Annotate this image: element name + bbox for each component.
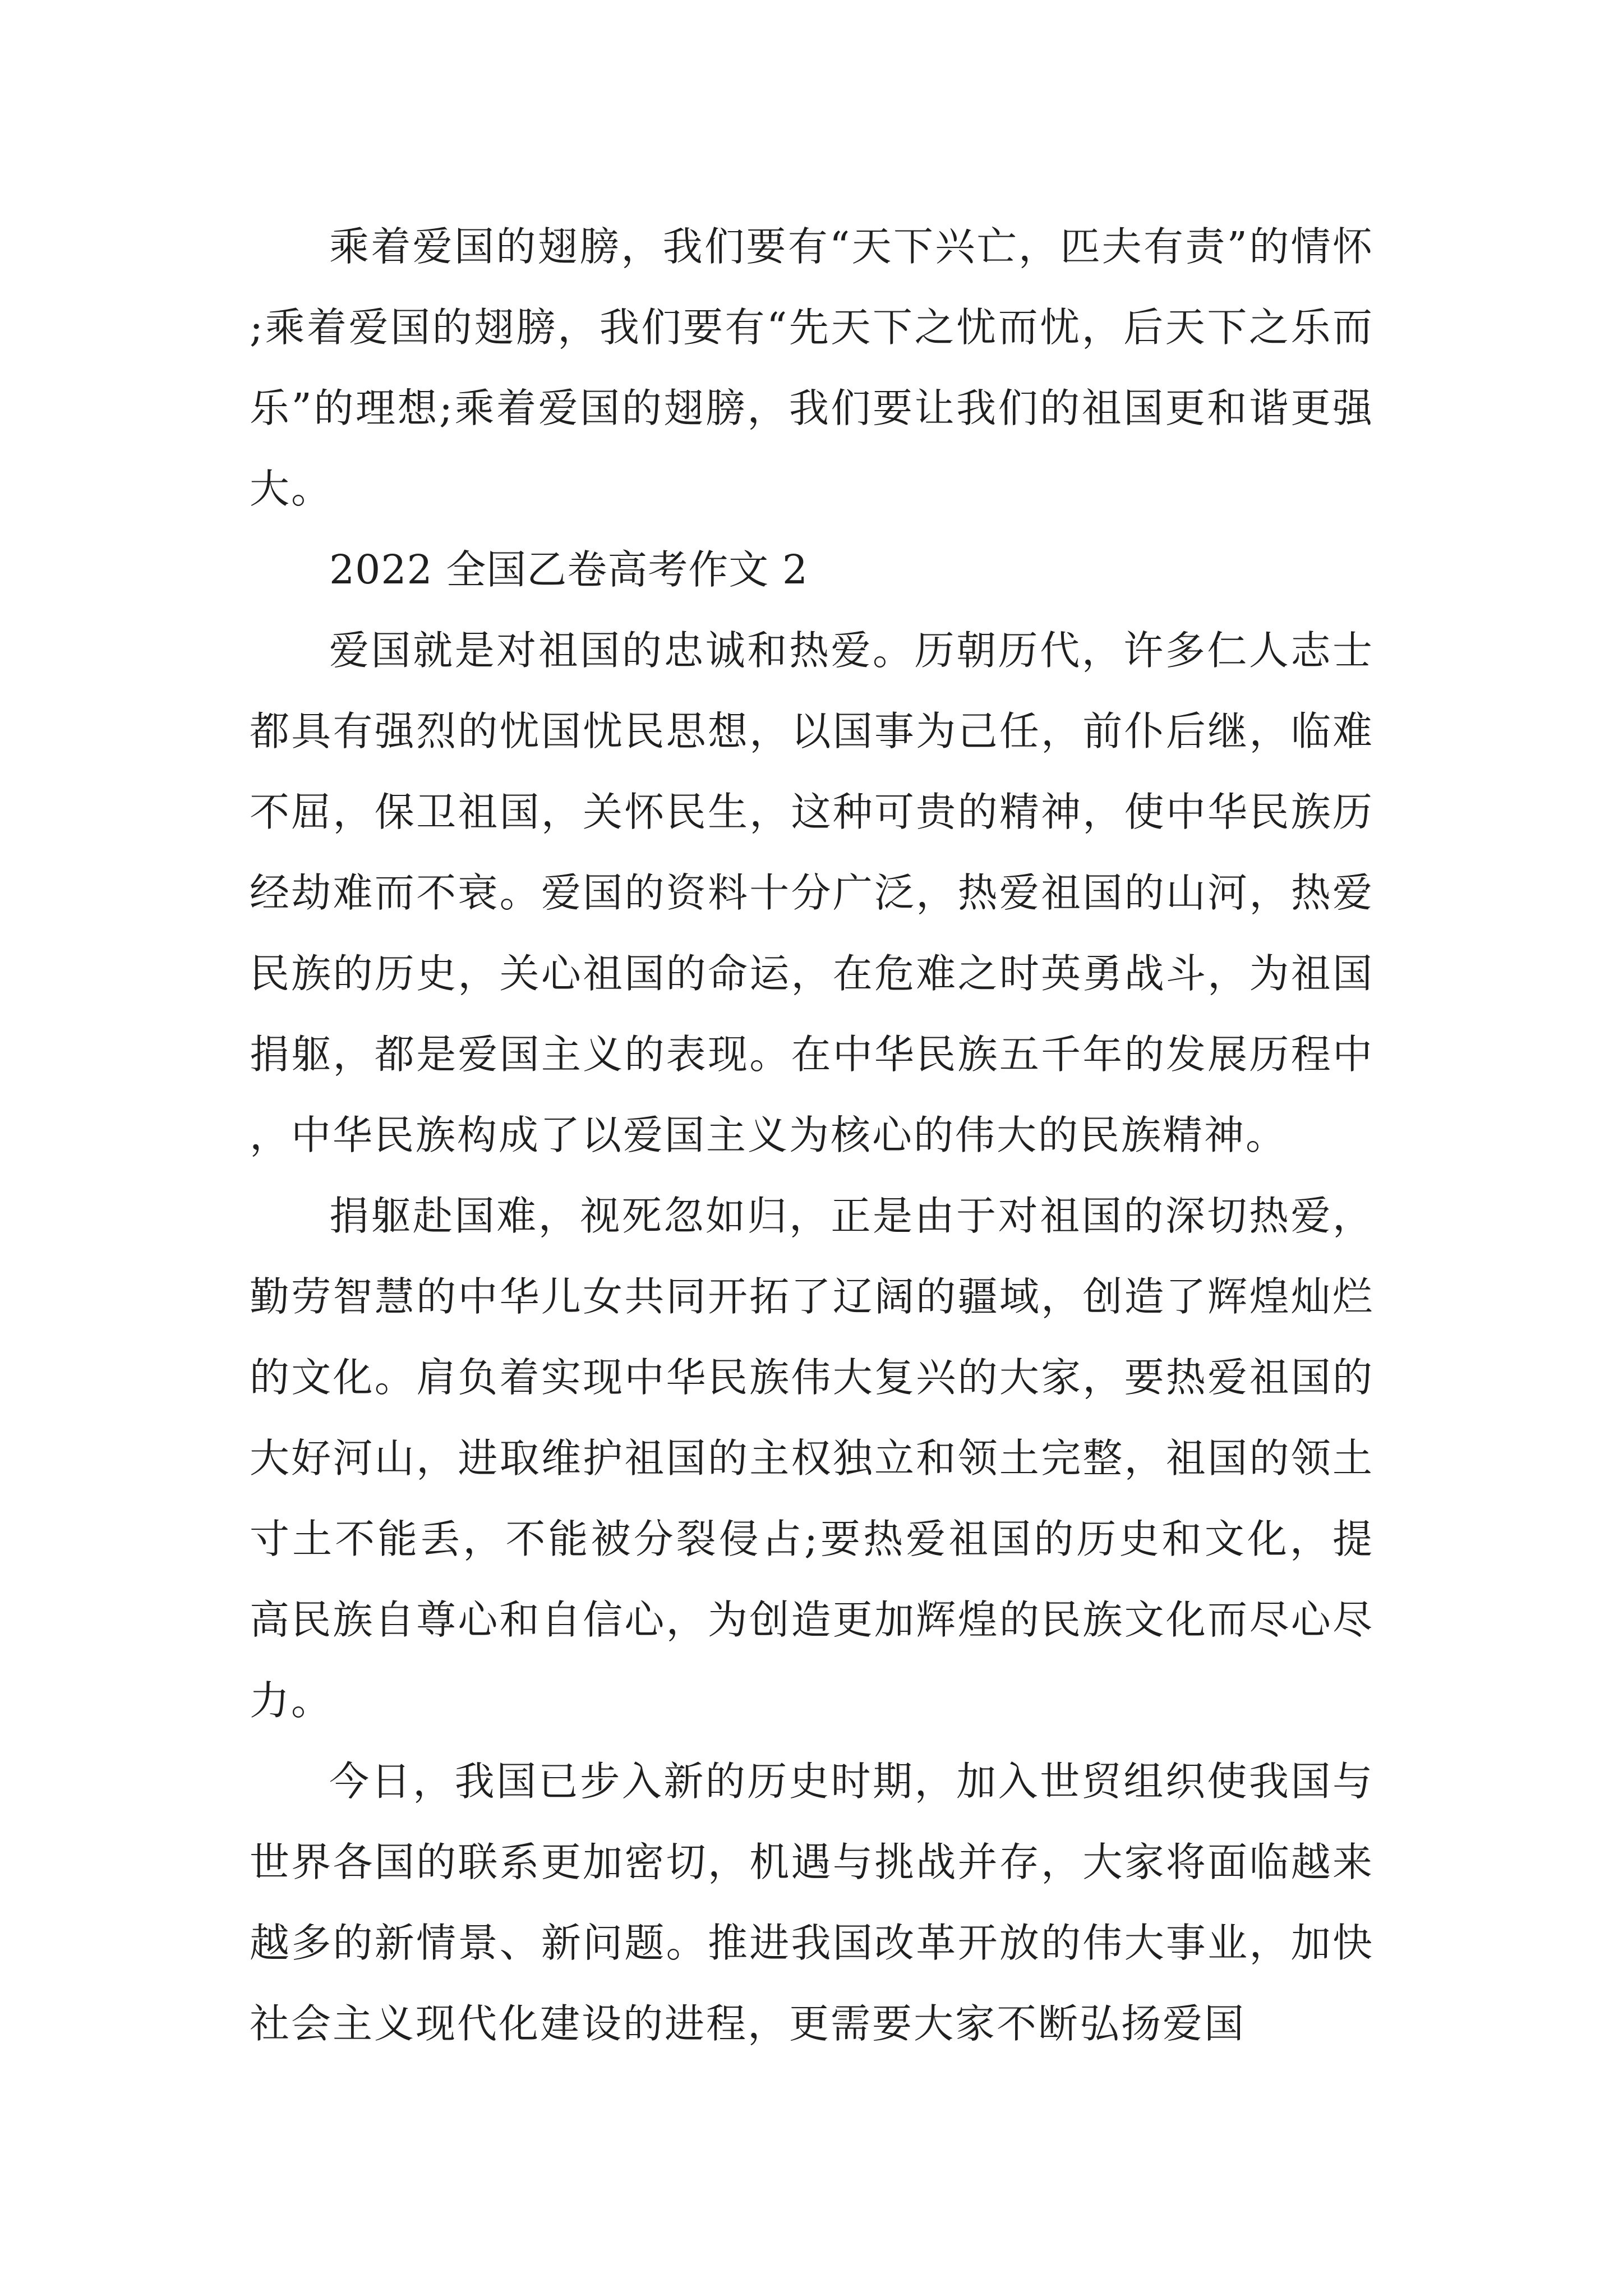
paragraph-new-era: 今日，我国已步入新的历史时期，加入世贸组织使我国与世界各国的联系更加密切，机遇与挑战并存，大家将面临越来越多的新情景、新问题。推进我国改革开放的伟大事业，加快社会主义现代化建设的进程，更需要大家不断弘扬爱国 — [250, 1758, 1374, 2047]
paragraph-wings-of-patriotism: 乘着爱国的翅膀，我们要有“天下兴亡，匹夫有责”的情怀;乘着爱国的翅膀，我们要有“先天下之忧而忧，后天下之乐而乐”的理想;乘着爱国的翅膀，我们要让我们的祖国更和谐更强大。 — [250, 223, 1374, 512]
paragraph-sacrifice: 捐躯赴国难，视死忽如归，正是由于对祖国的深切热爱，勤劳智慧的中华儿女共同开拓了辽阔的疆域，创造了辉煌灿烂的文化。肩负着实现中华民族伟大复兴的大家，要热爱祖国的大好河山，进取维护祖国的主权独立和领土完整，祖国的领土寸土不能丢，不能被分裂侵占;要热爱祖国的历史和文化，提高民族自尊心和自信心，为创造更加辉煌的民族文化而尽心尽力。 — [250, 1193, 1374, 1724]
essay-heading: 2022 全国乙卷高考作文 2 — [329, 546, 809, 593]
document-body — [250, 206, 1374, 2064]
paragraph-loyalty: 爱国就是对祖国的忠诚和热爱。历朝历代，许多仁人志士都具有强烈的忧国忧民思想，以国事为己任，前仆后继，临难不屈，保卫祖国，关怀民生，这种可贵的精神，使中华民族历经劫难而不衰。爱国的资料十分广泛，热爱祖国的山河，热爱民族的历史，关心祖国的命运，在危难之时英勇战斗，为祖国捐躯，都是爱国主义的表现。在中华民族五千年的发展历程中，中华民族构成了以爱国主义为核心的伟大的民族精神。 — [250, 627, 1374, 1158]
